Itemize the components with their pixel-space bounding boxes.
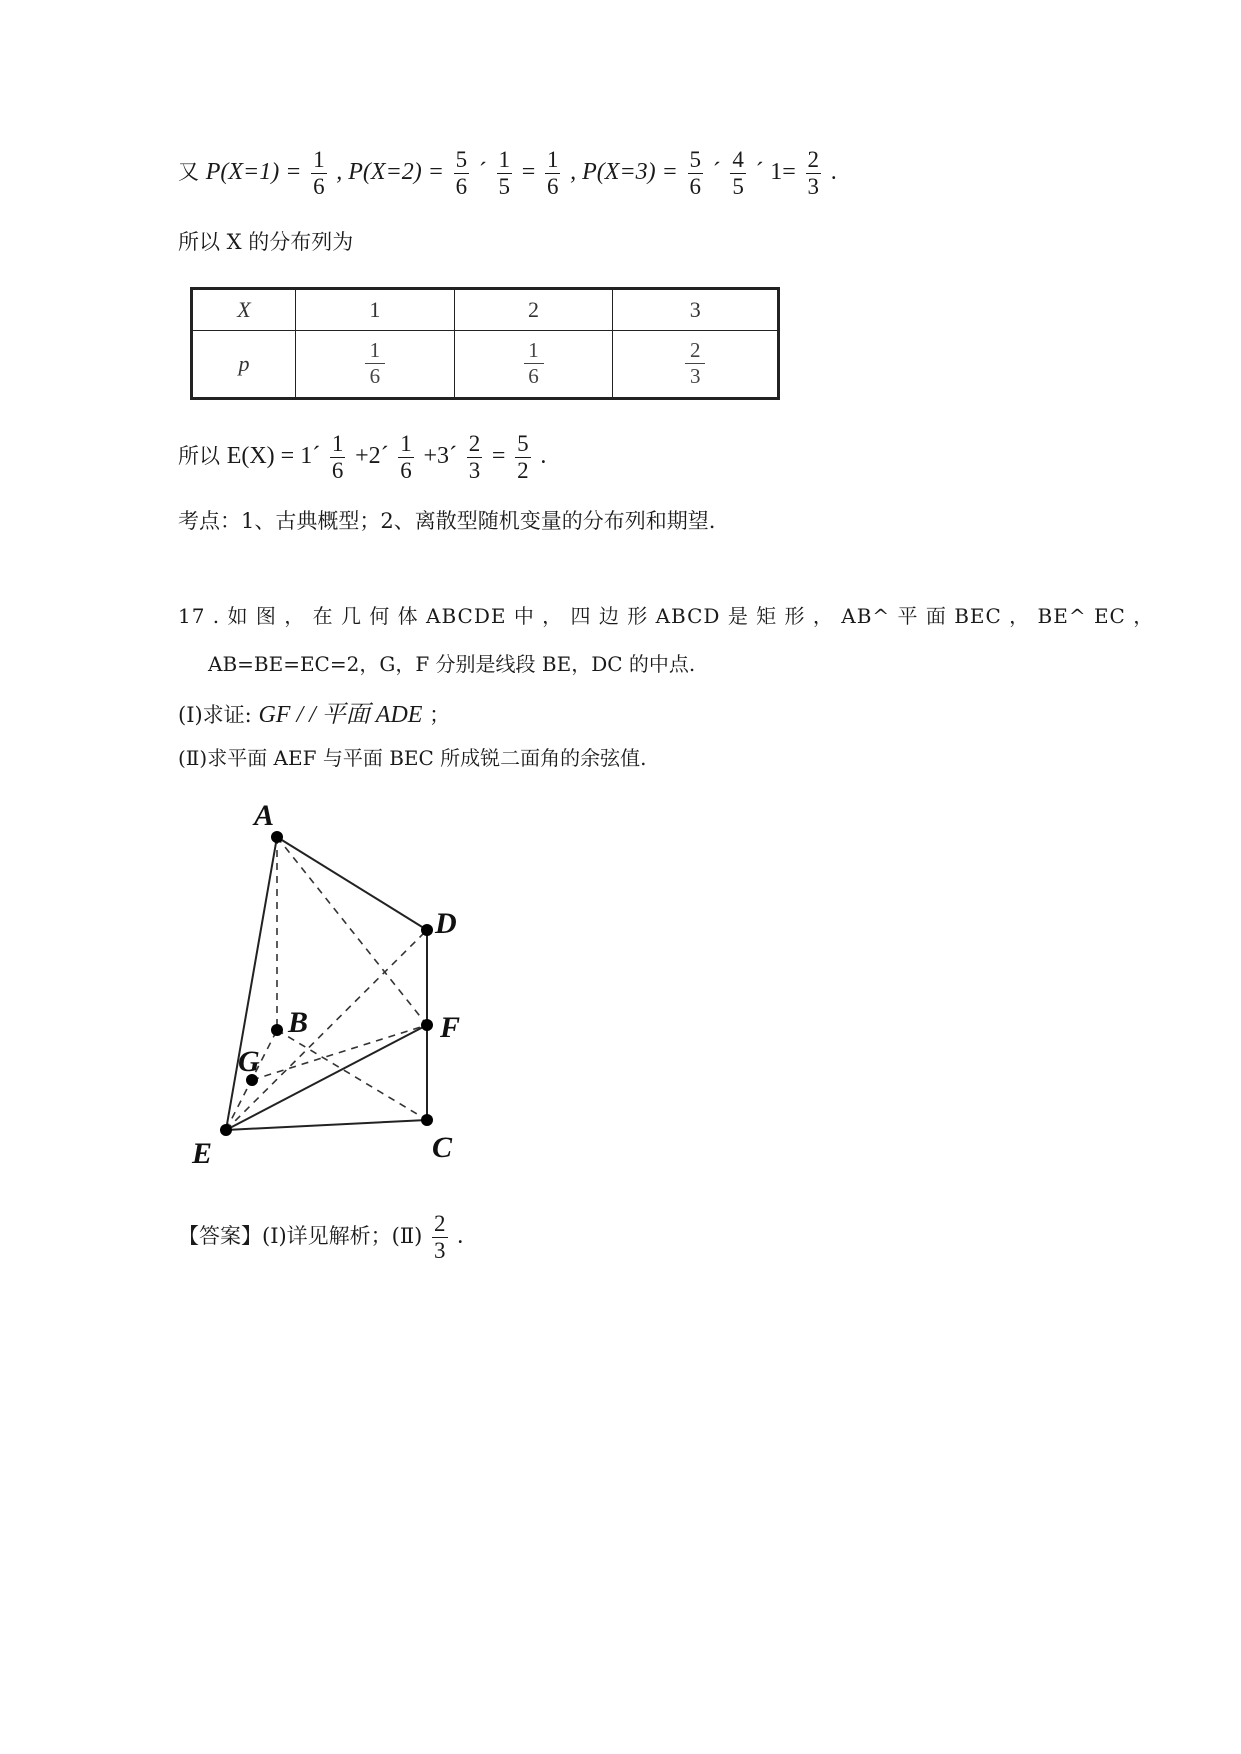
problem-17-line-1: 17 . 如 图 ， 在 几 何 体 ABCDE 中 ， 四 边 形 ABCD 是 矩 形 ， AB^ 平 面 BEC ， BE^ EC ， bbox=[178, 604, 1155, 628]
equals-sign: = bbox=[491, 443, 506, 470]
table-row bbox=[192, 289, 779, 331]
answer-fraction: $\frac{2}{3}$ bbox=[434, 1211, 446, 1264]
period: . bbox=[830, 159, 837, 186]
key-points: 考点：1、古典概型；2、离散型随机变量的分布列和期望. bbox=[178, 509, 716, 533]
vertex-labels bbox=[191, 799, 460, 1170]
period: . bbox=[457, 1223, 464, 1250]
p3-lhs: , P(X=3) = bbox=[570, 159, 678, 186]
p2-fraction-1: $\frac{5}{6}$ bbox=[455, 147, 468, 200]
plus-three: +3´ bbox=[423, 443, 458, 470]
p3-result-fraction: $\frac{2}{3}$ bbox=[807, 147, 820, 200]
expectation-fraction-1: $\frac{1}{6}$ bbox=[331, 431, 344, 484]
p1-lhs: P(X=1) = bbox=[205, 159, 302, 186]
distribution-intro: 所以 X 的分布列为 bbox=[178, 230, 354, 254]
times-sign: ´ bbox=[755, 159, 764, 186]
label-c: C bbox=[432, 1131, 453, 1164]
edge-ad bbox=[277, 837, 427, 930]
p3-fraction-1: $\frac{5}{6}$ bbox=[689, 147, 702, 200]
dashed-edges bbox=[226, 837, 427, 1130]
edge-bc bbox=[277, 1030, 427, 1120]
vertex-d bbox=[421, 924, 433, 936]
equals-sign: = bbox=[521, 159, 536, 186]
table-cell: $\frac{1}{6}$ bbox=[454, 331, 613, 399]
probability-line bbox=[178, 148, 837, 199]
expectation-result: $\frac{5}{2}$ bbox=[517, 431, 529, 484]
p3-one: 1= bbox=[770, 159, 796, 186]
label-e: E bbox=[192, 1137, 213, 1170]
expectation-fraction-3: $\frac{2}{3}$ bbox=[468, 431, 481, 484]
times-sign: ´ bbox=[478, 159, 487, 186]
label-d: D bbox=[435, 907, 457, 940]
solid-edges bbox=[226, 837, 427, 1130]
expectation-fraction-2: $\frac{1}{6}$ bbox=[400, 431, 412, 484]
vertex-b bbox=[271, 1024, 283, 1036]
problem-17-part-2: (Ⅱ)求平面 AEF 与平面 BEC 所成锐二面角的余弦值. bbox=[178, 746, 647, 770]
vertex-c bbox=[421, 1114, 433, 1126]
vertex-a bbox=[271, 831, 283, 843]
plus-two: +2´ bbox=[355, 443, 389, 470]
label-a: A bbox=[254, 799, 275, 832]
problem-17-part-1 bbox=[178, 694, 450, 729]
p2-lhs: , P(X=2) = bbox=[336, 159, 444, 186]
label-g: G bbox=[238, 1045, 260, 1078]
edge-ae bbox=[226, 837, 277, 1130]
prefix-you: 又 bbox=[178, 160, 199, 185]
label-f: F bbox=[440, 1011, 461, 1044]
geometry-figure bbox=[180, 785, 500, 1170]
vertex-e bbox=[220, 1124, 232, 1136]
expectation-lhs: E(X) = 1´ bbox=[226, 443, 321, 470]
edge-ec bbox=[226, 1120, 427, 1130]
table-cell: $\frac{1}{6}$ bbox=[296, 331, 455, 399]
part-1-prefix: (Ⅰ)求证: bbox=[178, 703, 252, 727]
answer-line bbox=[178, 1212, 463, 1263]
part-1-math: GF / / 平面 ADE bbox=[258, 702, 423, 728]
table-row bbox=[192, 331, 779, 399]
prefix-suoyi: 所以 bbox=[178, 444, 220, 469]
times-sign: ´ bbox=[712, 159, 721, 186]
p2-result-fraction: $\frac{1}{6}$ bbox=[546, 147, 559, 200]
expectation-line bbox=[178, 432, 546, 483]
table-header-cell: 3 bbox=[613, 289, 779, 331]
p3-fraction-2: $\frac{4}{5}$ bbox=[732, 147, 744, 200]
table-header-cell: 2 bbox=[454, 289, 613, 331]
table-header-cell: 1 bbox=[296, 289, 455, 331]
vertex-f bbox=[421, 1019, 433, 1031]
table-header-x: X bbox=[192, 289, 296, 331]
p1-fraction: $\frac{1}{6}$ bbox=[313, 147, 325, 200]
problem-17-line-2: AB=BE=EC=2，G，F 分别是线段 BE，DC 的中点. bbox=[208, 652, 696, 676]
part-1-end: ； bbox=[429, 703, 451, 727]
distribution-table bbox=[190, 287, 780, 400]
table-cell: $\frac{2}{3}$ bbox=[613, 331, 779, 399]
table-p-label: p bbox=[192, 331, 296, 399]
answer-prefix: 【答案】(Ⅰ)详见解析；(Ⅱ) bbox=[178, 1224, 423, 1249]
label-b: B bbox=[288, 1006, 309, 1039]
p2-fraction-2: $\frac{1}{5}$ bbox=[498, 147, 511, 200]
edge-af bbox=[277, 837, 427, 1025]
period: . bbox=[540, 443, 547, 470]
